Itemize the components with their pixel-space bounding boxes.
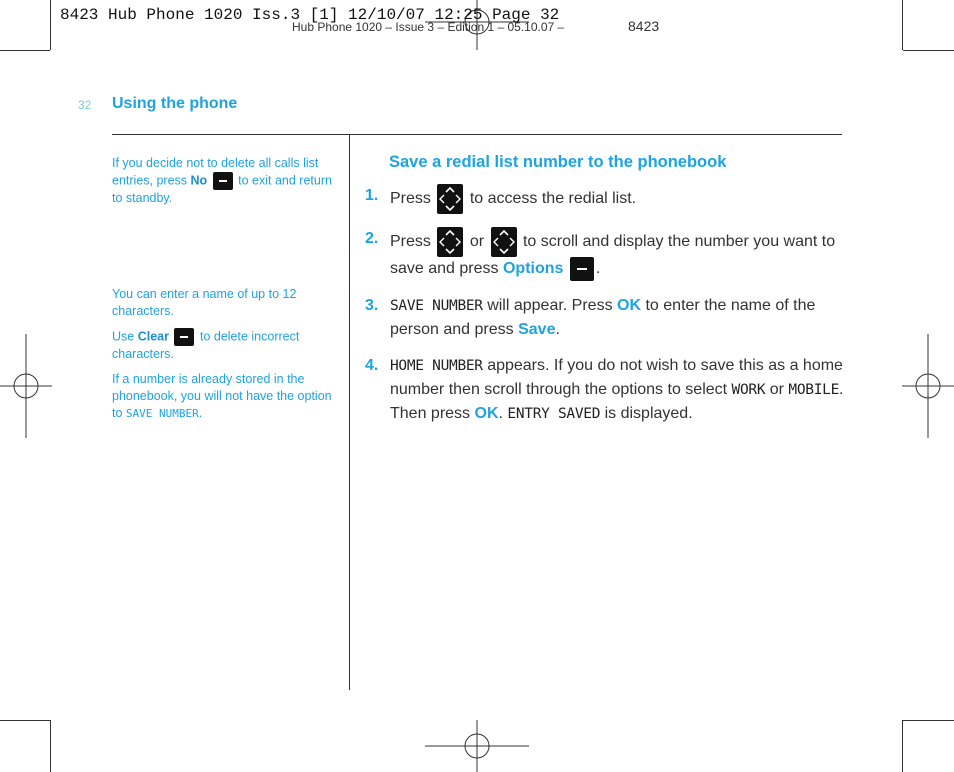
lcd-text: WORK [731, 382, 766, 398]
step-4: 4. HOME NUMBER appears. If you do not wish to save this as a home number then scroll through the options to select WORK or MOBILE. Then press OK. ENTRY SAVED is displayed. [365, 357, 844, 422]
lcd-text: HOME NUMBER [390, 358, 483, 374]
step-1: 1. Press to access the redial list. [365, 184, 845, 214]
options-key-label: Options [502, 260, 564, 278]
minus-softkey-icon [213, 172, 233, 190]
crop-mark [0, 720, 50, 721]
crop-mark [50, 0, 51, 50]
procedure-steps [365, 184, 845, 439]
sidebar-note-already-stored: If a number is already stored in the phonebook, you will not have the option to SAVE NUMBER. [112, 372, 332, 420]
header-divider [112, 134, 842, 135]
no-key-label: No [190, 173, 208, 188]
crop-mark [902, 0, 903, 50]
ok-key-label: OK [474, 405, 499, 422]
lcd-text: ENTRY SAVED [507, 406, 601, 422]
step-2: 2. Press or to scroll and display the number you want to save and press Options . [365, 227, 845, 281]
lcd-text: SAVE NUMBER [125, 407, 199, 420]
minus-softkey-icon [174, 328, 194, 346]
sidebar-notes-name [112, 286, 334, 430]
section-title: Using the phone [112, 95, 238, 112]
print-slug-code: 8423 [628, 18, 660, 34]
crop-mark [902, 720, 903, 772]
ok-key-label: OK [617, 297, 642, 314]
crop-mark [50, 720, 51, 772]
crop-mark [0, 50, 50, 51]
navigation-key-icon [437, 227, 463, 257]
sidebar-note-name-length: You can enter a name of up to 12 characters. [112, 287, 297, 318]
lcd-text: SAVE NUMBER [390, 298, 483, 314]
lcd-text: MOBILE [788, 382, 840, 398]
minus-softkey-icon [570, 257, 594, 281]
sidebar-note-no: If you decide not to delete all calls list entries, press No to exit and return to standby. [112, 156, 332, 205]
crop-mark [903, 50, 954, 51]
registration-mark-bottom [425, 720, 530, 772]
step-3: 3. SAVE NUMBER will appear. Press OK to enter the name of the person and press Save. [365, 297, 816, 338]
page-number: 32 [78, 98, 92, 112]
save-key-label: Save [518, 321, 556, 338]
registration-mark-left [0, 334, 52, 438]
registration-mark-right [902, 334, 954, 438]
print-slug: 8423 Hub Phone 1020 Iss.3 [1] 12/10/07 12:25 Page 32 [60, 6, 560, 24]
crop-mark [903, 720, 954, 721]
navigation-key-icon [491, 227, 517, 257]
clear-key-label: Clear [137, 329, 169, 344]
procedure-heading: Save a redial list number to the phonebook [389, 153, 727, 171]
navigation-key-icon [437, 184, 463, 214]
sidebar-note-clear: Use Clear to delete incorrect characters. [112, 329, 300, 361]
print-slug-edition: Hub Phone 1020 – Issue 3 – Edition 1 – 05.10.07 – [292, 20, 565, 34]
column-divider [349, 134, 350, 690]
